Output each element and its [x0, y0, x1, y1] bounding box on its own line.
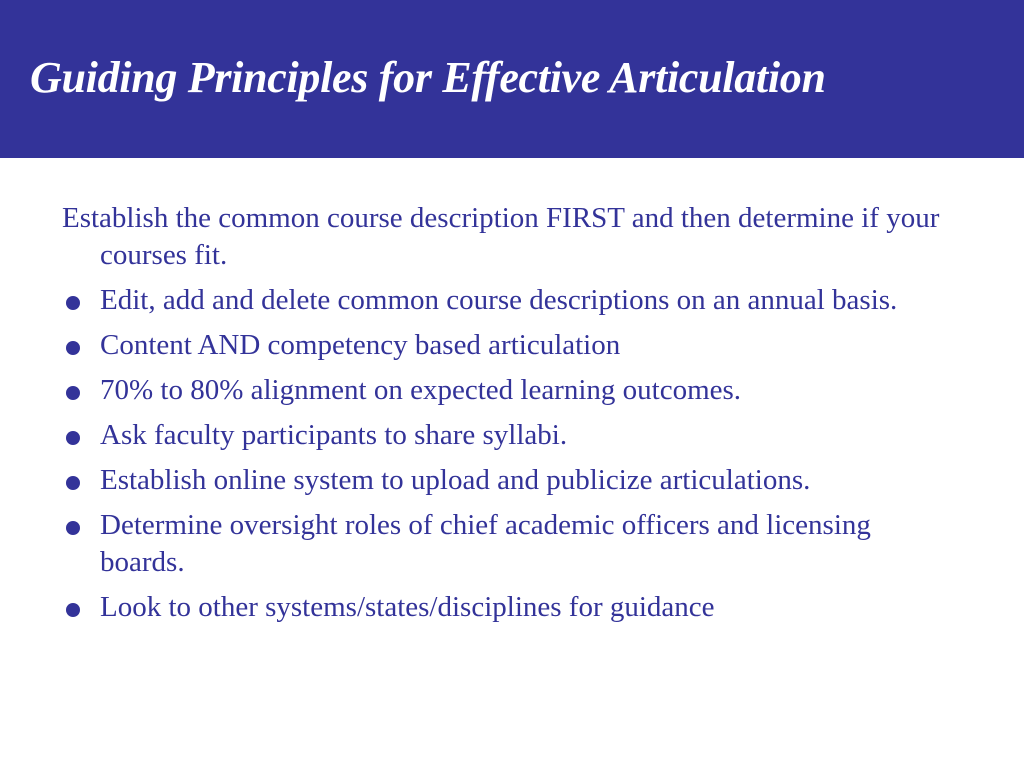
list-item — [62, 589, 962, 626]
list-item-text: Ask faculty participants to share syllabi. — [100, 419, 568, 451]
bullet-dot-icon — [66, 476, 80, 490]
intro-text: Establish the common course description FIRST and then determine if your courses fit. — [62, 202, 940, 271]
list-item — [62, 372, 962, 409]
list-item-text: Content AND competency based articulation — [100, 329, 621, 361]
list-item-text: Establish online system to upload and publicize articulations. — [100, 464, 811, 496]
bullet-dot-icon — [66, 521, 80, 535]
list-item — [62, 282, 962, 319]
bullet-dot-icon — [66, 431, 80, 445]
list-item-text: Determine oversight roles of chief academic officers and licensing boards. — [100, 509, 871, 578]
bullet-dot-icon — [66, 386, 80, 400]
list-item — [62, 462, 962, 499]
list-item-text: 70% to 80% alignment on expected learning outcomes. — [100, 374, 742, 406]
list-item-text: Look to other systems/states/disciplines for guidance — [100, 591, 715, 623]
list-item — [62, 417, 962, 454]
bullet-list — [62, 200, 962, 634]
bullet-dot-icon — [66, 296, 80, 310]
slide-title: Guiding Principles for Effective Articulation — [30, 53, 826, 102]
list-item-text: Edit, add and delete common course descriptions on an annual basis. — [100, 284, 898, 316]
bullet-dot-icon — [66, 603, 80, 617]
bullet-dot-icon — [66, 341, 80, 355]
list-item — [62, 507, 962, 581]
list-item — [62, 327, 962, 364]
intro-paragraph — [62, 200, 962, 274]
title-bar — [0, 0, 1024, 158]
